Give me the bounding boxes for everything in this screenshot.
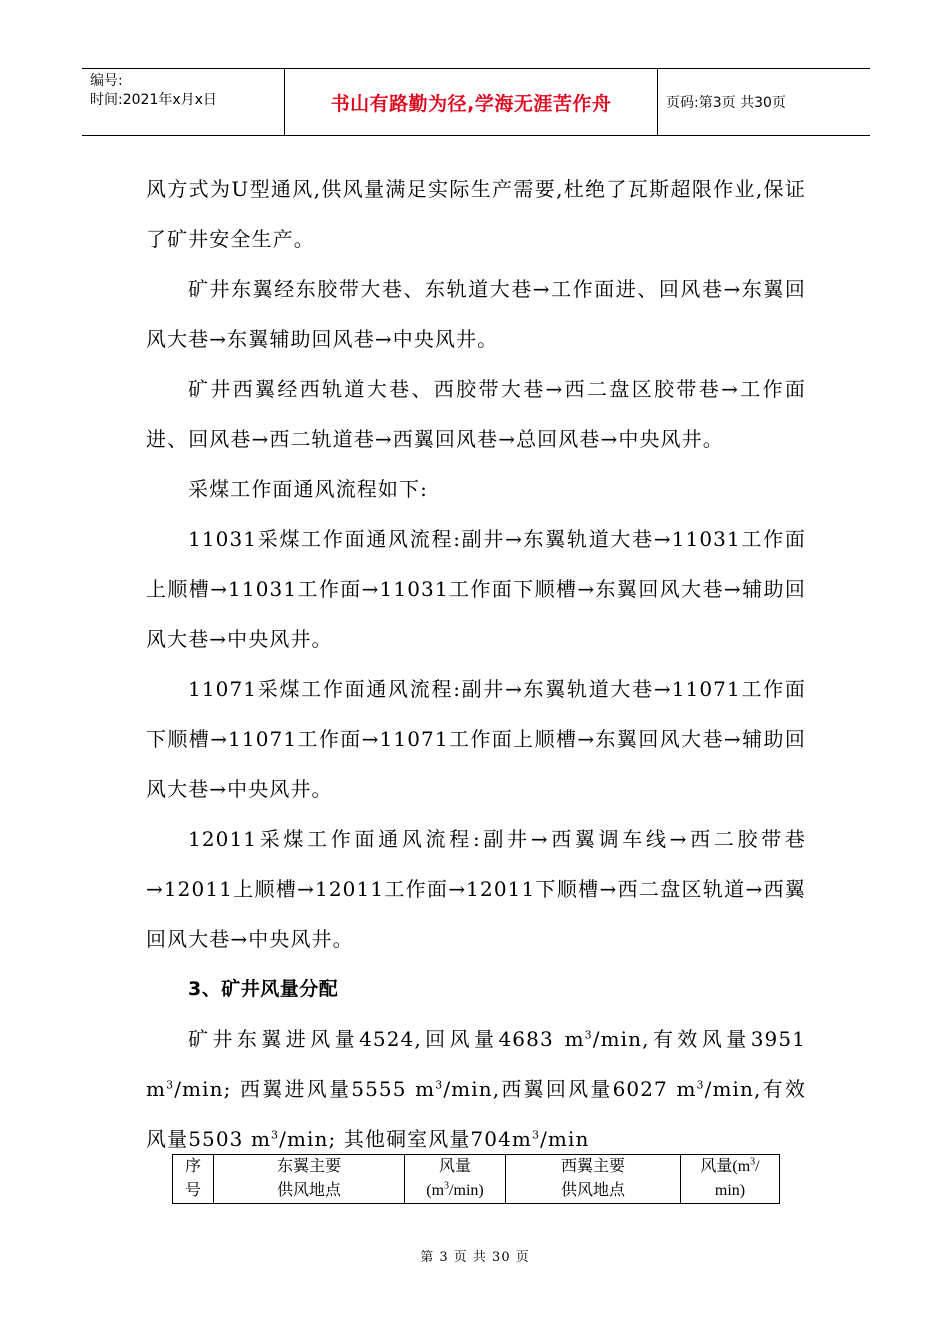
header-motto: 书山有路勤为径,学海无涯苦作舟 — [285, 69, 658, 135]
header-cell-west-location: 西翼主要 供风地点 — [506, 1155, 681, 1204]
paragraph-11031: 11031采煤工作面通风流程:副井→东翼轨道大巷→11031工作面上顺槽→11031工作面→11031工作面下顺槽→东翼回风大巷→辅助回风大巷→中央风井。 — [146, 527, 806, 651]
paragraph-process-intro: 采煤工作面通风流程如下: — [188, 477, 428, 501]
table-header-row — [173, 1155, 780, 1204]
paragraph-ventilation-mode: 风方式为U型通风,供风量满足实际生产需要,杜绝了瓦斯超限作业,保证了矿井安全生产。 — [146, 177, 806, 251]
paragraph-west-wing: 矿井西翼经西轨道大巷、西胶带大巷→西二盘区胶带巷→工作面进、回风巷→西二轨道巷→西翼回风巷→总回风巷→中央风井。 — [146, 377, 806, 451]
header-page-number: 页码:第3页 共30页 — [666, 95, 786, 111]
paragraph-air-volume: 矿井东翼进风量4524,回风量4683 $m^3/\min$,有效风量3951 $m^3/\min$; 西翼进风量5555 $m^3/\min$,西翼回风量6027 $m^3/\min$,有效风量5503 $m^3/\min$; 其他硐室风量$704m^3/\min$ — [146, 1027, 806, 1151]
header-meta — [82, 69, 285, 135]
header-cell-east-location: 东翼主要 供风地点 — [214, 1155, 405, 1204]
section-heading: 3、矿井风量分配 — [188, 978, 339, 1000]
header-cell-west-air-volume: 风量($m^3/$ min) — [681, 1155, 780, 1204]
header-cell-east-air-volume: 风量 $(m^3/\min)$ — [405, 1155, 506, 1204]
paragraph-11071: 11071采煤工作面通风流程:副井→东翼轨道大巷→11071工作面下顺槽→11071工作面→11071工作面上顺槽→东翼回风大巷→辅助回风大巷→中央风井。 — [146, 677, 806, 801]
document-body — [146, 164, 806, 1164]
page-header — [82, 68, 870, 136]
paragraph-east-wing: 矿井东翼经东胶带大巷、东轨道大巷→工作面进、回风巷→东翼回风大巷→东翼辅助回风巷→中央风井。 — [146, 277, 806, 351]
number-label: 编号: — [90, 73, 123, 89]
time-label: 时间:2021年x月x日 — [90, 92, 217, 108]
header-cell-index: 序 号 — [173, 1155, 214, 1204]
page-footer: 第 3 页 共 30 页 — [420, 1250, 530, 1265]
paragraph-12011: 12011采煤工作面通风流程:副井→西翼调车线→西二胶带巷→12011上顺槽→12011工作面→12011下顺槽→西二盘区轨道→西翼回风大巷→中央风井。 — [146, 827, 806, 951]
air-distribution-table — [172, 1154, 780, 1204]
